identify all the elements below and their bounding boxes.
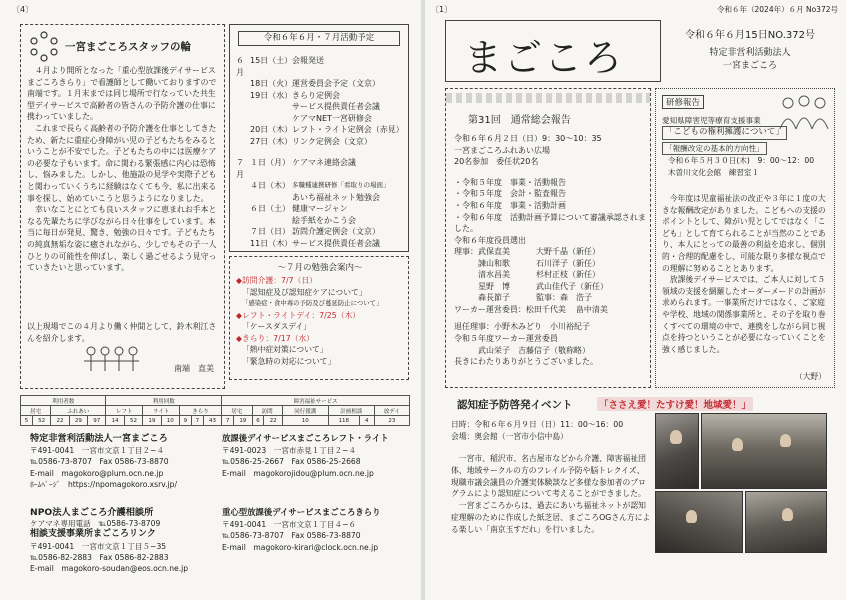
table-sub-header: 計画相談 [328, 406, 374, 416]
assembly-item: ・令和５年度 会計・監査報告 [454, 189, 566, 199]
schedule-date: 18日（火） [250, 79, 293, 88]
retire-line-3: 武山栄子 吉藤信子（敬称略） [478, 345, 590, 355]
org-tel: ℡0586-73-8707 Fax 0586-73-8870 [30, 457, 169, 466]
table-cell: 9 [179, 416, 191, 426]
org-tel-label: ケアマネ専用電話 [30, 519, 91, 529]
table-cell: 43 [203, 416, 221, 426]
org-3 [30, 507, 225, 574]
schedule-box [229, 24, 409, 252]
masthead-info [665, 26, 835, 71]
schedule-date: 11日（木） [250, 238, 293, 248]
org-name: 特定非営利活動法人一宮まごころ [30, 433, 168, 444]
officer-name: 松田千代美 [525, 304, 566, 314]
officers-title: 令和６年度役員選出 [454, 235, 526, 245]
study-topic: 「認知症及び認知症ケアについて」 [242, 287, 367, 297]
july-label: ７月 [236, 158, 244, 179]
org-name: NPO法人まごころ介護相談所 [30, 507, 154, 518]
schedule-event: ケアマネ連絡会議 [292, 158, 356, 167]
schedule-date: ７日（日） [250, 227, 290, 236]
stats-table [20, 395, 410, 426]
study-list [236, 275, 406, 367]
org-name-2: 相談支援事業所まごころリンク [30, 529, 156, 540]
training-sign: （大野） [794, 372, 826, 381]
schedule-event: 運営委員会予定（文京） [292, 79, 380, 88]
publisher-line-1: 特定非営利活動法人 [709, 48, 791, 58]
schedule-date: １日（月） [250, 158, 290, 167]
table-cell: 7 [191, 416, 203, 426]
schedule-event: 多職種連携研修「看取りの場面」 [292, 181, 390, 189]
schedule-event: 会報発送 [292, 56, 324, 65]
study-heading: ◆訪問介護：7/7（日） [236, 276, 317, 285]
schedule-event: 健康マージャン [292, 204, 348, 213]
publisher-line-2: 一宮まごころ [722, 61, 777, 71]
table-cell: 19 [143, 416, 161, 426]
page-number: 〔4〕 [12, 5, 34, 14]
right-page [425, 0, 846, 600]
event-date: 日時：令和６年６月９日（日）11：00～16：00 [451, 420, 624, 429]
table-cell: 14 [106, 416, 124, 426]
table-sub-header: レフト [106, 406, 143, 416]
assembly-title: 第31回 通常総会報告 [468, 115, 571, 126]
org-email[interactable]: E-mail magokoro-soudan@eos.ocn.ne.jp [30, 564, 189, 574]
thanks-line: 長きにわたりありがとうございました。 [454, 357, 598, 367]
table-cell: 118 [328, 416, 359, 426]
study-title: ～７月の勉強会案内～ [277, 263, 363, 273]
table-cell: 22 [264, 416, 282, 426]
officer-name: 監事：森 浩子 [536, 293, 592, 303]
study-heading: ◆きらり：7/17（水） [236, 333, 315, 343]
org-tel: ℡0586-82-2883 Fax 0586-82-2883 [30, 552, 169, 562]
org-address: 〒491-0041 一宮市文京１丁目４−６ [222, 519, 357, 529]
schedule-event: リンク定例会（文京） [292, 136, 372, 146]
assembly-attendance: 20名参加 委任状20名 [454, 157, 539, 167]
retire-line: 退任理事：小野木みどり 小川裕紀子 [454, 322, 590, 332]
table-cell: 19 [234, 416, 252, 426]
schedule-june [236, 55, 406, 147]
org-tel: ℡0586-25-2667 Fax 0586-25-2668 [222, 457, 361, 466]
assembly-item: ・令和６年度 活動計画予算について審議承認されました。 [454, 212, 646, 234]
table-cell: 22 [51, 416, 69, 426]
training-label: 研修報告 [662, 95, 704, 109]
table-cell: 7 [222, 416, 234, 426]
table-group-header: 障害福祉サービス [222, 396, 410, 406]
staff-title: 一宮まごころスタッフの輪 [65, 41, 191, 53]
training-subtopic: 「報酬改定の基本的方向性」 [662, 142, 767, 155]
issue-line: 令和６年（2024年）６月 No372号 [717, 5, 838, 14]
org-4 [222, 507, 418, 553]
training-topic: 「こどもの権利擁護について」 [662, 126, 787, 139]
table-sub-header: 放デイ [374, 406, 409, 416]
org-email[interactable]: E-mail magokorojidou@plum.ocn.ne.jp [222, 468, 374, 478]
org-name: 重心型放課後デイサービスまごころきらり [222, 507, 381, 517]
table-cell: 23 [374, 416, 409, 426]
event-body: 一宮市、稲沢市、名古屋市などから介護、障害福祉団体、地域サークルの方のフレイル予防や脳トレクイズ、現職市議会議員の介護実体験談など多様な参加者のプログラムにより認知症について考えることができました。 一宮まごころからは、過去にあいち福祉ネットが認知症理解のために作成した紙芝居、まごころOGさん方による楽しい「南京玉すだれ」を行いました。 [451, 454, 651, 534]
table-sub-header: ふれあい [51, 406, 106, 416]
table-cell: 29 [69, 416, 87, 426]
table-sub-header: 居宅 [222, 406, 252, 416]
table-sub-header: ライト [143, 406, 180, 416]
schedule-date: 19日（水） [250, 90, 293, 100]
table-sub-header: 居宅 [21, 406, 51, 416]
schedule-event: きらり定例会 [292, 90, 340, 100]
staff-column [20, 24, 225, 389]
study-box [229, 256, 409, 380]
schedule-event: レフト・ライト定例会（赤見） [292, 125, 404, 134]
officer-name: 清水昌美 [478, 270, 510, 280]
officer-name: 石川洋子（新任） [536, 258, 600, 268]
circle-of-people-icon [27, 29, 61, 63]
schedule-date: 15日（土） [250, 56, 293, 65]
training-venue: 木曽川文化会館 練習室１ [668, 167, 760, 177]
june-label: ６月 [236, 56, 244, 77]
masthead-box [445, 20, 661, 82]
officer-name: 大野千晶（新任） [536, 247, 600, 257]
org-email[interactable]: E-mail magokoro@plum.ocn.ne.jp [30, 468, 164, 478]
officer-name: 諫山和歌 [478, 258, 510, 268]
table-sub-header: 訪問 [252, 406, 282, 416]
schedule-event: サービス提供責任者会議 [292, 102, 380, 111]
officer-name: 杉村正枝（新任） [536, 270, 600, 280]
table-sub-header: 同行援護 [282, 406, 328, 416]
study-heading: ◆レフト・ライトデイ：7/25（木） [236, 310, 361, 320]
table-cell: 97 [88, 416, 106, 426]
retire-line-2: 令和５年度ワーカー運営委員 [454, 333, 558, 343]
table-group-header: 利用回数 [106, 396, 222, 406]
table-cell: 52 [124, 416, 142, 426]
schedule-event: サービス提供責任者会議 [292, 238, 380, 248]
table-cell: 10 [161, 416, 179, 426]
table-cell: 4 [359, 416, 374, 426]
officer-name: 武保直美 [478, 247, 510, 257]
officer-role: 理事： [454, 247, 478, 257]
org-homepage[interactable]: ﾎｰﾑﾍﾟｰｼﾞ https://npomagokoro.xsrv.jp/ [30, 480, 178, 489]
staff-body-2: 以上現場でこの４月より働く仲間として、鈴木利江さんを紹介します。 [27, 322, 217, 343]
event-title: 認知症予防啓発イベント [457, 399, 573, 411]
officer-name: 武山佳代子（新任） [536, 281, 608, 291]
table-sub-header: きらり [179, 406, 221, 416]
event-slogan: 「ささえ愛！たすけ愛！地域愛！」 [597, 397, 753, 411]
staff-signature: 南端 直美 [174, 364, 214, 373]
study-topic: 「ケースダスデイ」 [242, 322, 312, 331]
org-2 [222, 433, 418, 479]
table-row [21, 416, 410, 426]
training-details [662, 115, 832, 178]
org-email[interactable]: E-mail magokoro-kirari@clock.ocn.ne.jp [222, 542, 379, 552]
study-topic: 「熱中症対策について」 [242, 345, 328, 354]
study-note: 「緊急時の対応について」 [242, 356, 336, 366]
training-box [655, 88, 835, 388]
masthead-title: まごころ [464, 36, 625, 80]
org-address: 〒491-0041 一宮市文京１丁目２−４ [30, 445, 165, 455]
org-address: 〒491-0023 一宮市赤見１丁目２−４ [222, 445, 357, 455]
table-cell: 6 [252, 416, 264, 426]
schedule-event: 絵手紙をかこう会 [292, 215, 356, 225]
bunting-decoration [446, 93, 651, 103]
schedule-date: 20日（木） [250, 125, 293, 134]
event-photo-4 [745, 491, 827, 553]
assembly-item: ・令和５年度 事業・活動報告 [454, 177, 566, 187]
staff-body: ４月より開所となった「重心型放課後デイサービスまごころきらり」で看護師として働いておりますので南端です。１月末までは同じ場所で行なっていた共生型デイサービスで高齢者の皆さんの予防介護の仕事に携わっていました。 これまで長らく高齢者の予防介護を仕事としてきたため、新たに重症心身障がい児の子どもたちをみるということが不安でした。子どもたちの中には医療ケアの必要な子もいます。命に関わる緊張感に内心は恐怖し、悩みました。しかし、他施設の見学や実際子どもと関わっていくうちに経験はなくても今、私に出来る事を探し、始めていこうと思うようになりました。 幸いなことにとても良いスタッフに恵まれお手本となる先輩たちに学びながら日々仕事をしています。本当に毎日が発見、驚き、勉強の日々です。子どもたちの純真無垢な姿に癒されながら、少しでもその子一人ひとりの可能性を伸ばし、楽しく過ごせるよう見守っていきたいと思っています。 [27, 66, 217, 273]
kids-illustration-icon [81, 343, 141, 379]
schedule-event: ケアマNET一宮研修会 [292, 113, 372, 123]
training-body: 今年度は児童福祉法の改正や３年に１度の大きな報酬改定がありました。こどもへの支援のポイントとして、障がい児としてではなく「こども」として育てられることが当然のことであり、本人にとっての最善の利益を追求し、個別的・合理的配慮をし、可能な限り多様な視点での理解に努めることとあります。 放課後デイサービスでは、ご本人に対して５領域の支援を網羅したオーダーメードの計画が求められます。一事業所だけではなく、ご家庭や学校、地域の関係事業所と、その子を取り巻くすべての環境の中で、連携をしながら同じ視点を持つということが必要になっていくことを強く感じました。 [662, 194, 826, 354]
officer-name: 畠中清美 [575, 304, 608, 314]
event-photo-1 [655, 413, 699, 489]
training-date: 令和６年５月３０日(木) 9：00～12：00 [668, 156, 815, 166]
org-address: 〒491-0041 一宮市文京１丁目５−35 [30, 541, 167, 551]
schedule-date: ６日（土） [250, 204, 290, 213]
study-note: 「感染症・食中毒の予防及び蔓延防止について」 [242, 299, 383, 307]
assembly-item: ・令和６年度 事業・活動計画 [454, 200, 566, 210]
schedule-july [236, 157, 406, 249]
officer-name: 森長節子 [478, 293, 510, 303]
table-cell: 5 [21, 416, 33, 426]
training-org: 愛知県障害児等療育支援事業 [662, 116, 761, 125]
event-info [451, 419, 623, 442]
schedule-event: あいち福祉ネット勉強会 [292, 192, 380, 202]
org-tel: ℡0586-73-8709 [98, 519, 161, 529]
date-line: 令和６年６月15日NO.372号 [685, 30, 815, 41]
org-name: 放課後デイサービスまごころレフト・ライト [222, 433, 389, 443]
assembly-box [445, 88, 651, 388]
assembly-details [454, 133, 650, 368]
event-photo-3 [655, 491, 743, 553]
page-number: 〔1〕 [431, 5, 453, 14]
table-cell: 52 [32, 416, 50, 426]
left-page [0, 0, 421, 600]
table-group-header: 利用者数 [21, 396, 106, 406]
event-section [445, 395, 840, 595]
org-1 [30, 433, 225, 491]
schedule-title: 令和６年６月・７月活動予定 [238, 31, 400, 46]
org-tel: ℡0586-73-8707 Fax 0586-73-8870 [222, 531, 361, 540]
table-cell: 10 [282, 416, 328, 426]
schedule-date: 27日（木） [250, 136, 293, 146]
event-photo-2 [701, 413, 827, 489]
officer-name: 星野 博 [478, 281, 510, 291]
officer-role: ワーカー運営委員： [454, 304, 526, 314]
assembly-datetime: 令和６年６月２日（日）9：30～10：35 [454, 134, 602, 143]
schedule-event: 訪問介護定例会（文京） [292, 227, 380, 236]
event-place: 会場：奥会館（一宮市小信中島） [451, 431, 568, 441]
schedule-date: ４日（木） [250, 181, 290, 190]
assembly-place: 一宮まごころふれあい広場 [454, 145, 550, 155]
